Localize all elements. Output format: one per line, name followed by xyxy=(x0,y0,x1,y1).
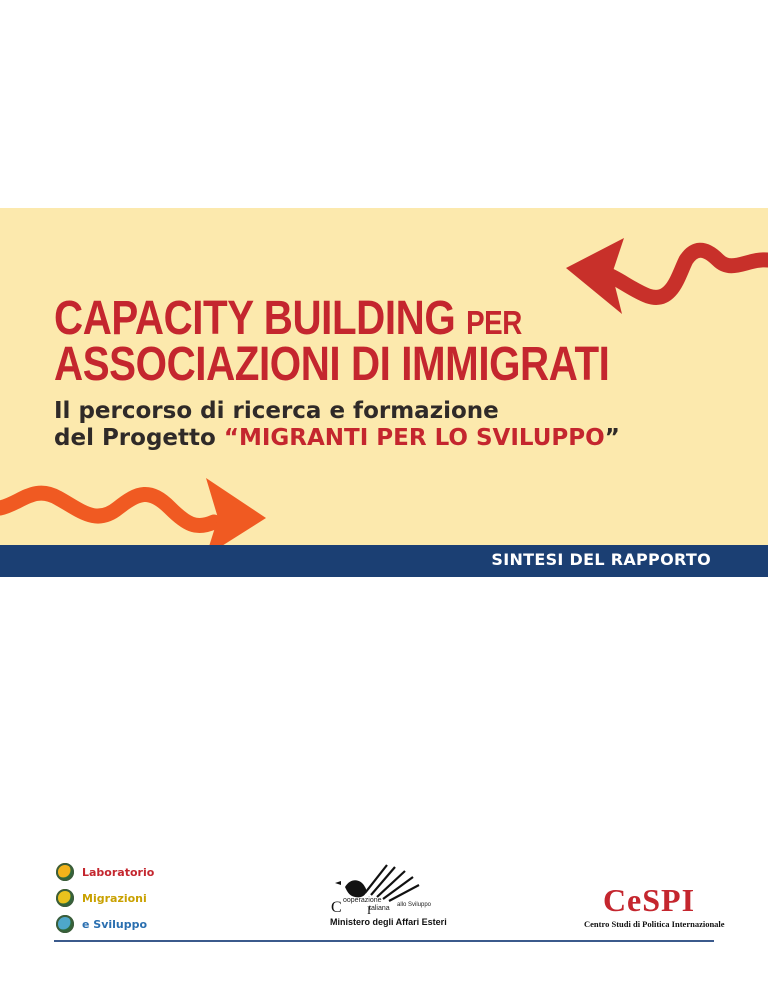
cooperazione-text: ooperazione xyxy=(343,897,382,904)
italiana-text: taliana xyxy=(369,905,390,912)
cespi-full-name: Centro Studi di Politica Internazionale xyxy=(584,919,725,929)
cover-subtitle-line2 xyxy=(54,425,620,451)
migrazioni-row xyxy=(56,885,154,911)
cooperazione-logo xyxy=(325,857,455,929)
ministry-label: Ministero degli Affari Esteri xyxy=(330,917,447,927)
report-band xyxy=(0,545,768,577)
laboratorio-logo xyxy=(56,859,154,937)
cespi-name: CeSPI xyxy=(602,882,696,918)
sviluppo-label: e Sviluppo xyxy=(82,917,148,931)
globe-icon xyxy=(56,915,74,933)
red-arrow-shaft xyxy=(606,250,768,297)
close-quote: ” xyxy=(604,425,620,451)
laboratorio-label: Laboratorio xyxy=(82,865,155,879)
svg-text:I: I xyxy=(367,903,371,917)
dove-hand-icon xyxy=(325,857,455,917)
globe-icon xyxy=(56,863,74,881)
report-band-label: SINTESI DEL RAPPORTO xyxy=(491,550,711,569)
svg-text:C: C xyxy=(331,899,342,916)
sviluppo-text: allo Sviluppo xyxy=(397,902,432,908)
cover-subtitle-line1: Il percorso di ricerca e formazione xyxy=(54,398,499,424)
title-main: CAPACITY BUILDING xyxy=(54,292,456,345)
migrazioni-label: Migrazioni xyxy=(82,891,147,905)
cespi-logo xyxy=(584,882,725,929)
project-name: MIGRANTI PER LO SVILUPPO xyxy=(238,425,605,451)
orange-arrow-shaft xyxy=(0,493,214,525)
orange-arrow-head xyxy=(206,478,266,545)
sviluppo-row xyxy=(56,911,154,937)
subtitle-prefix: del Progetto xyxy=(54,425,224,451)
open-quote: “ xyxy=(223,425,239,451)
laboratorio-row xyxy=(56,859,154,885)
title-per: PER xyxy=(466,304,522,341)
globe-icon xyxy=(56,889,74,907)
cover-title-line2: ASSOCIAZIONI DI IMMIGRATI xyxy=(54,338,610,391)
footer-rule xyxy=(54,940,714,942)
